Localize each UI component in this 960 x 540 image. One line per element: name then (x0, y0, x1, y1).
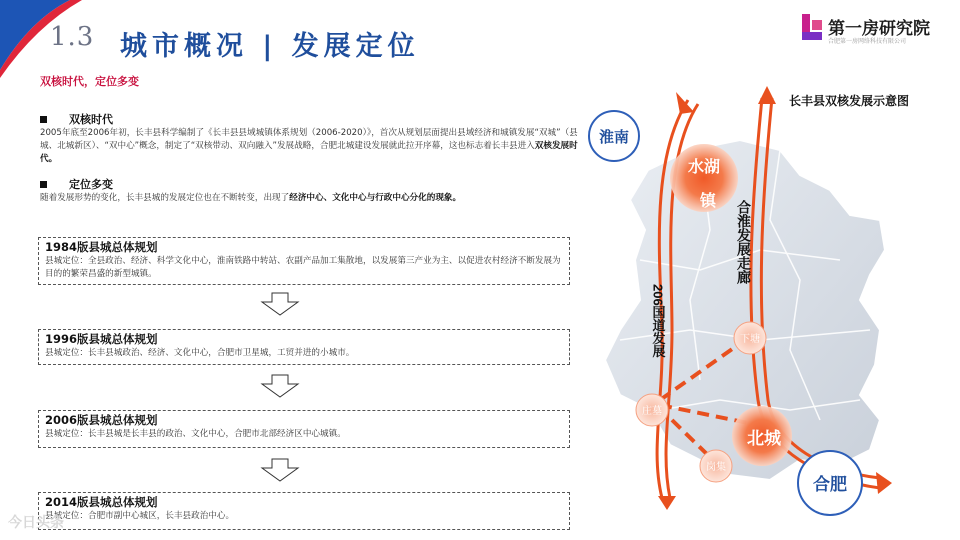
arrowhead-icon (676, 92, 694, 114)
arrowhead-icon (658, 496, 676, 510)
down-arrow-icon (260, 292, 300, 316)
bullet-square-icon (40, 116, 47, 123)
core-shuihu-label-2: 镇 (699, 193, 717, 210)
dual-core-text: 2005年底至2006年初，长丰县科学编制了《长丰县县域城镇体系规划（2006-2020）》，首次从规划层面提出县域经济和城镇发展“双城”（县城、北城新区）、“双中心”概念，制定了“双核带动、双向融入”发展战略，合肥北城建设发展就此拉开序幕，这也标志着长丰县进入双核发展时代。 (40, 128, 578, 164)
logo-icon (800, 14, 824, 44)
bullet-square-icon (40, 181, 47, 188)
subtitle: 双核时代，定位多变 (40, 75, 139, 88)
plan-title: 2006版县城总体规划 (45, 413, 158, 427)
logo-subtext: 合肥第一房网络科技有限公司 (828, 38, 907, 45)
road-206-label: 206国道发展 (650, 284, 666, 358)
page-title: 城市概况 | 发展定位 (120, 31, 420, 62)
plan-desc: 县城定位：长丰县城政治、经济、文化中心，合肥市卫星城，工贸并进的小城市。 (45, 348, 355, 358)
map-title: 长丰县双核发展示意图 (789, 94, 910, 108)
plan-title: 1984版县城总体规划 (45, 240, 158, 254)
section-number: 1.3 (50, 22, 95, 52)
arrowhead-icon (876, 472, 892, 494)
down-arrow-icon (260, 374, 300, 398)
node-gangji-label: 岗集 (706, 462, 726, 473)
plan-1984 (38, 237, 570, 285)
positioning-text: 随着发展形势的变化，长丰县城的发展定位也在不断转变，出现了经济中心、文化中心与行政中心分化的现象。 (40, 193, 462, 203)
arrowhead-icon (758, 86, 776, 104)
plan-desc: 县城定位：长丰县城是长丰县的政治、文化中心，合肥市北部经济区中心城镇。 (45, 429, 346, 439)
positioning-heading: 定位多变 (40, 176, 113, 192)
logo-text: 第一房研究院 (828, 19, 930, 39)
dual-core-heading: 双核时代 (40, 111, 113, 127)
plan-2014 (38, 492, 570, 530)
watermark: 今日头条 (8, 515, 64, 531)
plan-desc: 县城定位：全县政治、经济、科学文化中心，淮南铁路中转站、农副产品加工集散地，以发展第三产业为主、以促进农村经济不断发展为目的的繁荣昌盛的新型城镇。 (45, 256, 561, 279)
city-huainan-label: 淮南 (598, 129, 630, 146)
plan-desc: 县城定位：合肥市副中心城区，长丰县政治中心。 (45, 511, 235, 521)
core-beicheng-label: 北城 (747, 429, 781, 448)
plan-title: 1996版县城总体规划 (45, 332, 158, 346)
plan-1996 (38, 329, 570, 365)
city-hefei-label: 合肥 (813, 475, 847, 494)
plan-2006 (38, 410, 570, 448)
node-zhuangmu-label: 庄墓 (642, 406, 662, 417)
node-xiatang-label: 下塘 (740, 334, 760, 345)
corridor-label: 合淮发展走廊 (736, 200, 752, 284)
plan-title: 2014版县城总体规划 (45, 495, 158, 509)
dual-core-map (580, 80, 960, 540)
brand-logo (800, 12, 958, 52)
down-arrow-icon (260, 458, 300, 482)
core-shuihu-label: 水湖 (687, 159, 721, 176)
